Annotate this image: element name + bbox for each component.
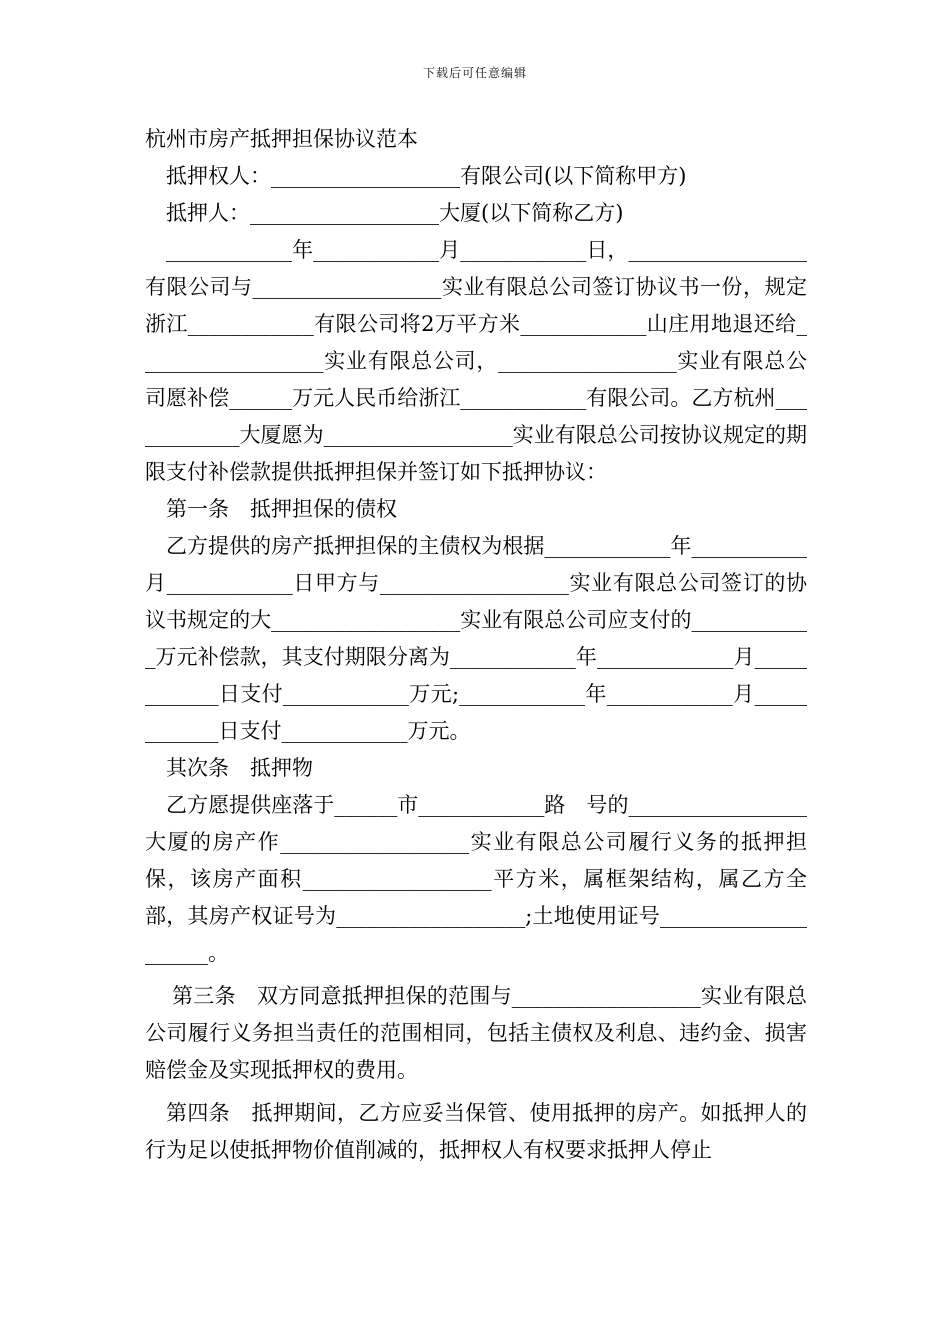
document-title: 杭州市房产抵押担保协议范本 [145,127,418,151]
article-4-paragraph: 第四条 抵押期间，乙方应妥当保管、使用抵押的房产。如抵押人的行为足以使抵押物价值削减的，抵押权人有权要求抵押人停止 [145,1101,807,1162]
article-1-heading: 第一条 抵押担保的债权 [166,497,397,521]
article-2-heading: 其次条 抵押物 [166,756,313,780]
mortgagee-line: 抵押权人：__________________有限公司(以下简称甲方) [166,164,687,188]
page-header-note: 下载后可任意编辑 [422,66,527,80]
article-2-body: 乙方愿提供座落于______市____________路 号的_________________大厦的房产作__________________实业有限总公司履行义务的抵押担保，该房产面积__________________平方米，属框架结构，属乙方全部，其房产权证号为__________________;土地使用证号____________________。 [145,793,807,965]
preamble-paragraph: ____________年____________月____________日，_________________有限公司与__________________实业有限总公司签订协议书一份，规定浙江____________有限公司将2万平方米____________山庄用地退还给__________________实业有限总公司，_________________实业有限总公司愿补偿______万元人民币给浙江____________有限公司。乙方杭州____________大厦愿为__________________实业有限总公司按协议规定的期限支付补偿款提供抵押担保并签订如下抵押协议： [145,238,807,484]
mortgagor-line: 抵押人：__________________大厦(以下简称乙方) [166,201,624,225]
article-1-body: 乙方提供的房产抵押担保的主债权为根据____________年___________月____________日甲方与__________________实业有限总公司签订的协议书规定的大__________________实业有限总公司应支付的____________万元补偿款，其支付期限分离为____________年_____________月____________日支付____________万元;____________年____________月____________日支付____________万元。 [145,534,807,743]
article-3-paragraph: 第三条 双方同意抵押担保的范围与__________________实业有限总公司履行义务担当责任的范围相同，包括主债权及利息、违约金、损害赔偿金及实现抵押权的费用。 [145,984,807,1082]
document-body [145,121,807,1169]
